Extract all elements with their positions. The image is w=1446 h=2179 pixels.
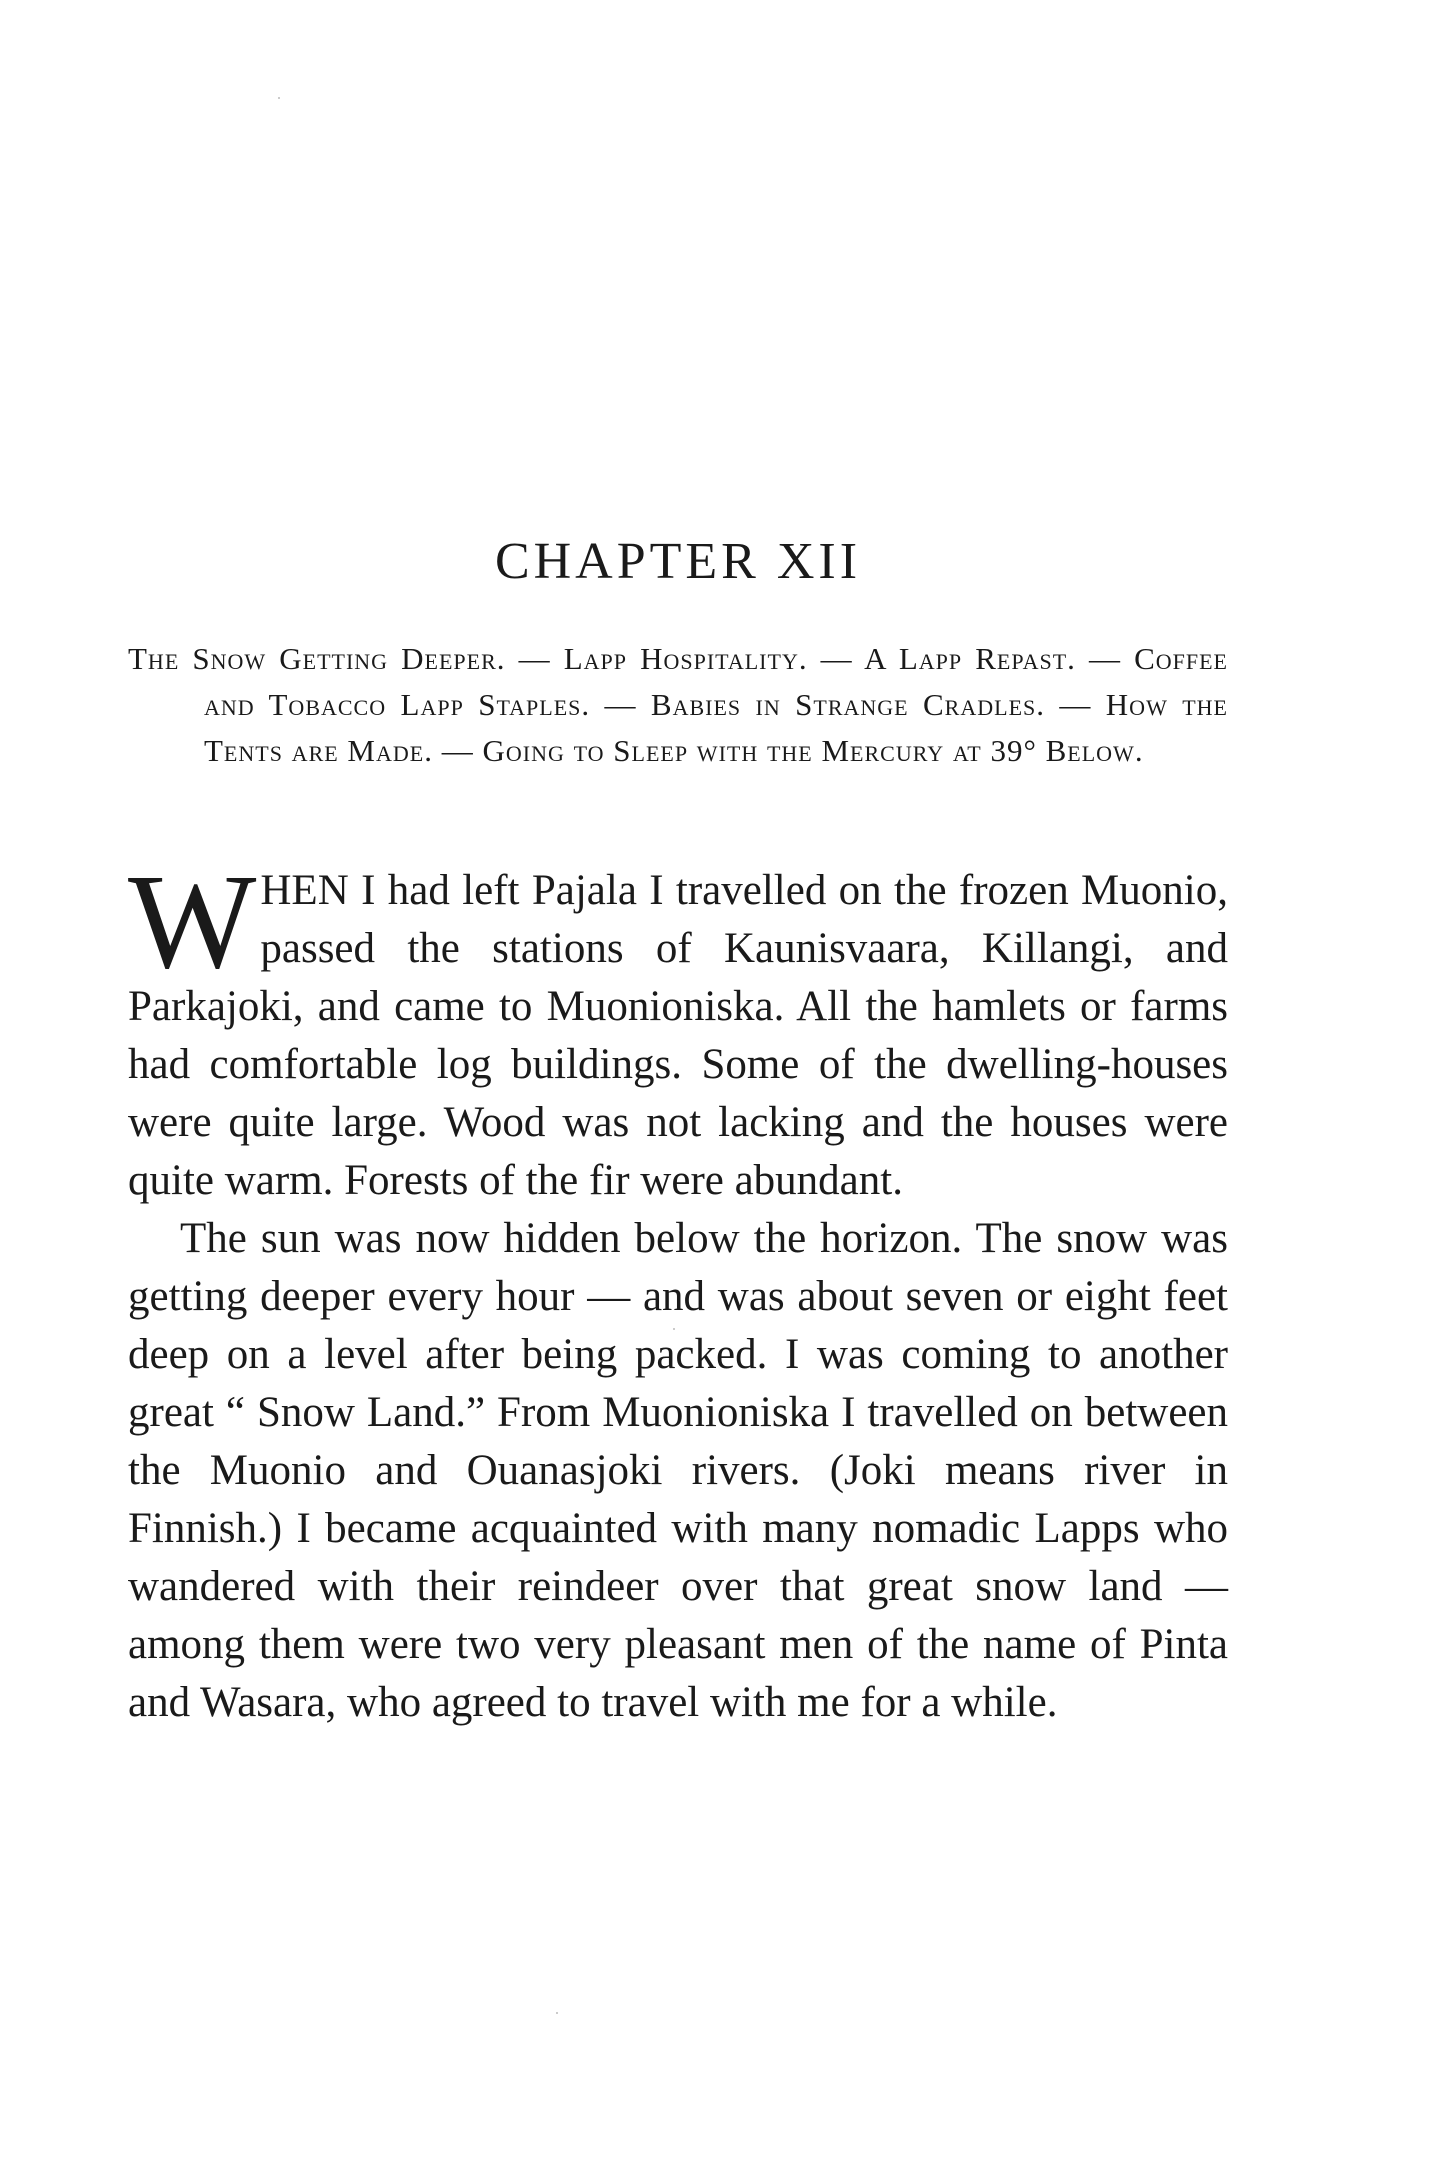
- book-page: [128, 0, 1228, 2179]
- paper-speck: [278, 97, 280, 99]
- paragraph-1: [128, 847, 1228, 1210]
- paper-speck: [673, 1328, 675, 1330]
- chapter-summary: The Snow Getting Deeper. — Lapp Hospitality. — A Lapp Repast. — Coffee and Tobacco Lapp Staples. — Babies in Strange Cradles. — How the Tents are Made. — Going to Sleep with the Mercury at 39° Below.: [128, 641, 1228, 768]
- paragraph-1-text: HEN I had left Pajala I travelled on the frozen Muonio, passed the stations of Kaunisvaara, Killangi, and Parkajoki, and came to Muonioniska. All the hamlets or farms had comfortable log buildings. Some of the dwelling-houses were quite large. Wood was not lacking and the houses were quite warm. Forests of the fir were abundant.: [128, 867, 1228, 1204]
- paragraph-2: The sun was now hidden below the horizon. The snow was getting deeper every hour — and was about seven or eight feet deep on a level after being packed. I was coming to another great “ Snow Land.” From Muonioniska I travelled on between the Muonio and Ouanasjoki rivers. (Joki means river in Finnish.) I became acquainted with many nomadic Lapps who wandered with their reindeer over that great snow land — among them were two very pleasant men of the name of Pinta and Wasara, who agreed to travel with me for a while.: [128, 1215, 1228, 1726]
- chapter-body: [128, 847, 1228, 1732]
- paper-speck: [556, 2012, 558, 2014]
- chapter-title: CHAPTER XII: [494, 533, 862, 590]
- drop-cap: W: [128, 847, 257, 997]
